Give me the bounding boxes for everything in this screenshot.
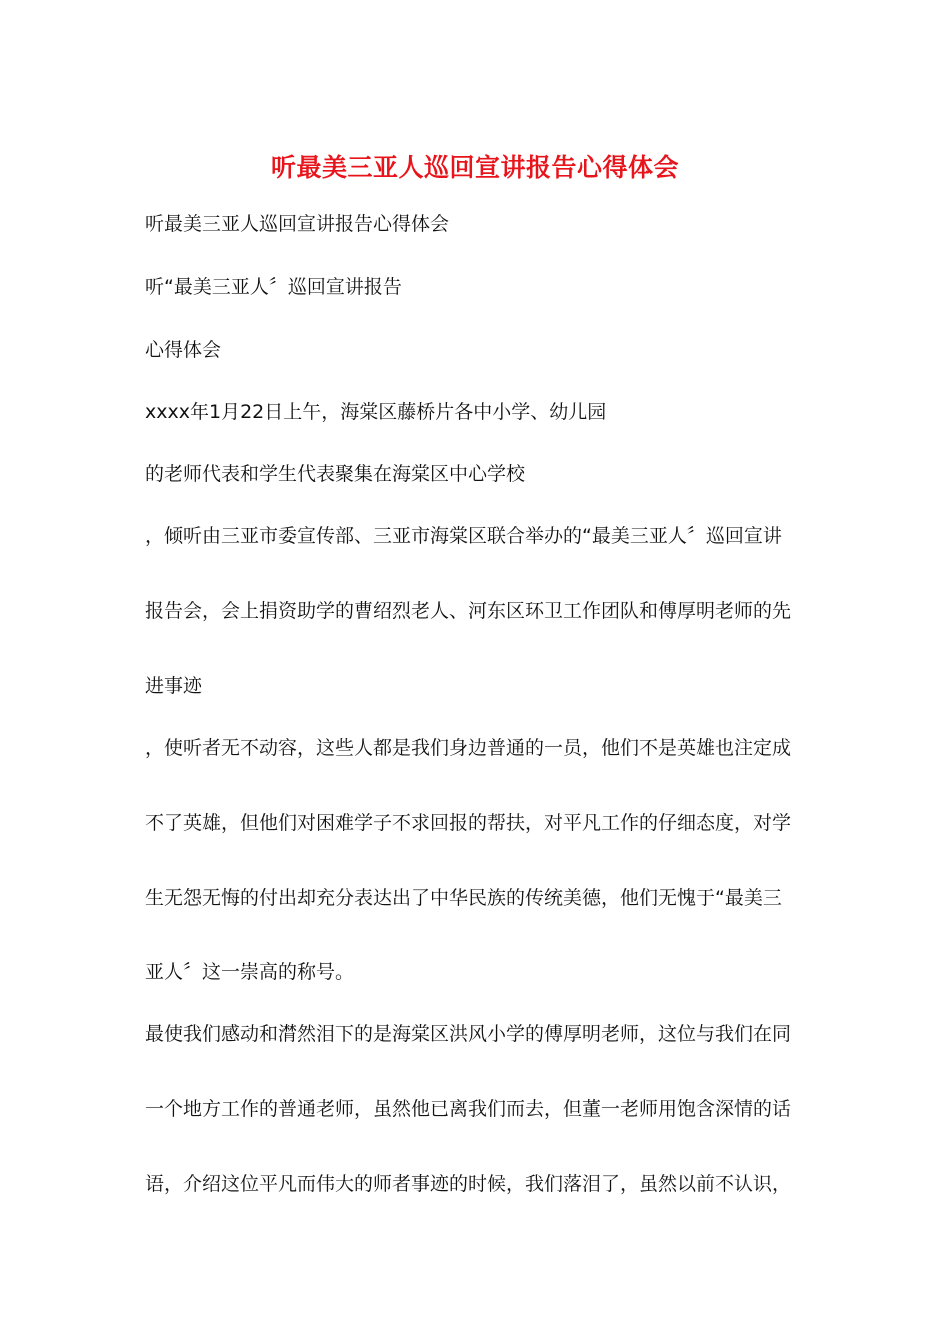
paragraph-line: 进事迹 [145, 675, 203, 697]
paragraph-line: 亚人〞这一崇高的称号。 [145, 961, 355, 983]
paragraph-line: ，倾听由三亚市委宣传部、三亚市海棠区联合举办的“最美三亚人〞巡回宣讲 [145, 525, 782, 547]
paragraph-line: 生无怨无悔的付出却充分表达出了中华民族的传统美德，他们无愧于“最美三 [145, 887, 782, 909]
paragraph-line: 不了英雄，但他们对困难学子不求回报的帮扶，对平凡工作的仔细态度，对学 [145, 812, 792, 834]
paragraph-line: 的老师代表和学生代表聚集在海棠区中心学校 [145, 463, 526, 485]
paragraph-line: 一个地方工作的普通老师，虽然他已离我们而去，但董一老师用饱含深情的话 [145, 1098, 792, 1120]
document-title: 听最美三亚人巡回宣讲报告心得体会 [270, 153, 679, 182]
paragraph-line: 听最美三亚人巡回宣讲报告心得体会 [145, 213, 450, 235]
paragraph-line: 心得体会 [145, 339, 222, 361]
paragraph-line: 听“最美三亚人〞巡回宣讲报告 [145, 276, 402, 298]
paragraph-line: 报告会，会上捐资助学的曹绍烈老人、河东区环卫工作团队和傅厚明老师的先 [145, 600, 792, 622]
paragraph-line: 语，介绍这位平凡而伟大的师者事迹的时候，我们落泪了，虽然以前不认识， [145, 1173, 792, 1195]
paragraph-line: ，使听者无不动容，这些人都是我们身边普通的一员，他们不是英雄也注定成 [145, 737, 792, 759]
paragraph-line: xxxx年1月22日上午，海棠区藤桥片各中小学、幼儿园 [145, 401, 607, 423]
paragraph-line: 最使我们感动和潸然泪下的是海棠区洪风小学的傅厚明老师，这位与我们在同 [145, 1023, 792, 1045]
